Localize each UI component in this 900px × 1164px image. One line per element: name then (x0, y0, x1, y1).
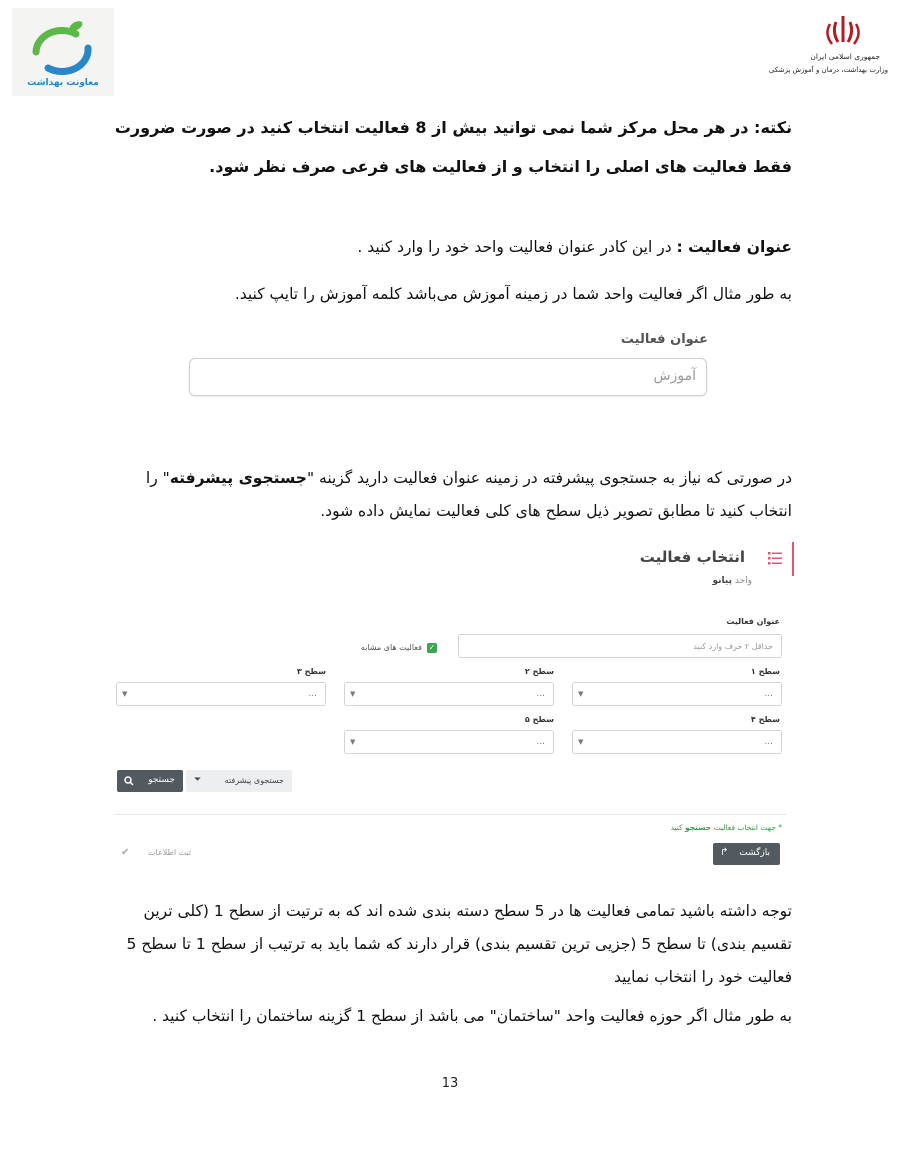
page-number: 13 (441, 1076, 459, 1091)
ministry-logo-line2: وزارت بهداشت، درمان و آموزش پزشکی (768, 66, 888, 74)
level-5-select[interactable] (344, 730, 554, 754)
levels-paragraph: توجه داشته باشید تمامی فعالیت ها در 5 سطح دسته بندی شده اند که به ترتیت از سطح 1 (کلی ترین تقسیم بندی) تا سطح 5 (جزیی ترین تقسیم بندی) قرار دارند که شما باید به ترتیب از سطح 1 تا سطح 5 فعالیت خود را انتخاب نمایید (126, 902, 792, 986)
level-2-select[interactable] (344, 682, 554, 706)
activity-title-paragraph (108, 238, 792, 256)
level-3-select[interactable] (116, 682, 326, 706)
select-hint-prefix: * جهت انتخاب فعالیت (713, 823, 782, 832)
level-1-value: ... (764, 689, 773, 699)
ministry-logo (768, 12, 888, 82)
submit-info-button[interactable]: ثبت اطلاعات (148, 848, 192, 857)
select-hint-bold: جستجو (685, 823, 712, 832)
advanced-search-button[interactable] (186, 770, 292, 792)
example-paragraph: به طور مثال اگر فعالیت واحد شما در زمینه آموزش می‌باشد کلمه آموزش را تایپ کنید. (234, 285, 792, 303)
iran-emblem-icon (798, 12, 888, 52)
note-label: نکته (760, 118, 792, 137)
note-text: : در هر محل مرکز شما نمی توانید بیش از 8 فعالیت انتخاب کنید در صورت ضرورت فقط فعالیت های اصلی را انتخاب و از فعالیت های فرعی صرف نظر شود. (114, 118, 792, 176)
search-icon (124, 776, 134, 786)
level-2-label: سطح ۲ (524, 667, 554, 676)
back-button[interactable] (713, 843, 780, 865)
health-deputy-logo (12, 8, 114, 96)
health-deputy-logo-text: معاونت بهداشت (27, 78, 99, 88)
level-5-label: سطح ۵ (524, 715, 554, 724)
level-3-label: سطح ۳ (296, 667, 326, 676)
select-hint (671, 823, 782, 832)
building-example-paragraph: به طور مثال اگر حوزه فعالیت واحد "ساختمان" می باشد از سطح 1 گزینه ساختمان را انتخاب کنید . (152, 1007, 792, 1025)
check-icon: ✔ (121, 847, 130, 858)
level-4-label: سطح ۴ (750, 715, 780, 724)
unit-value: پیانو (712, 576, 732, 586)
advanced-text-bold: جستجوی پیشرفته (169, 469, 307, 487)
screenshot-activity-title-label: عنوان فعالیت (620, 332, 708, 347)
activity-title-text: در این کادر عنوان فعالیت واحد خود را وارد کنید . (357, 238, 677, 256)
select-hint-suffix: کنید (670, 823, 683, 832)
advanced-text-after: " را انتخاب کنید تا مطابق تصویر ذیل سطح های کلی فعالیت نمایش داده شود. (145, 469, 792, 520)
unit-line (713, 576, 752, 586)
advanced-text-before: در صورتی که نیاز به جستجوی پیشرفته در زمینه عنوان فعالیت دارید گزینه " (306, 469, 792, 487)
level-4-value: ... (764, 737, 773, 747)
activity-title-field-label: عنوان فعالیت (726, 617, 780, 626)
level-1-label: سطح ۱ (750, 667, 780, 676)
advanced-search-paragraph (108, 462, 792, 528)
select-activity-title: انتخاب فعالیت (639, 548, 745, 566)
similar-activities-checkbox[interactable]: ✓ (428, 643, 436, 652)
filter-icon: ⏷ (194, 775, 202, 785)
activity-selection-screenshot (110, 538, 800, 873)
chevron-down-icon: ▼ (350, 690, 356, 698)
screenshot-activity-title-value: آموزش (653, 368, 696, 384)
level-2-value: ... (536, 689, 545, 699)
activity-title-label: عنوان فعالیت : (676, 238, 792, 256)
chevron-down-icon: ▼ (578, 738, 584, 746)
similar-activities-label: فعالیت های مشابه (360, 643, 422, 652)
activity-title-placeholder: حداقل ۲ حرف وارد کنید (693, 642, 773, 651)
search-button[interactable] (117, 770, 183, 792)
note-paragraph (108, 108, 792, 186)
activity-title-search-input[interactable] (458, 634, 782, 658)
ministry-logo-line1: جمهوری اسلامی ایران (810, 52, 880, 61)
unit-label: واحد (734, 576, 752, 586)
divider (114, 814, 786, 815)
level-1-select[interactable] (572, 682, 782, 706)
accent-line (792, 542, 794, 576)
back-button-label: بازگشت (739, 848, 770, 858)
list-icon (768, 551, 782, 565)
level-3-value: ... (308, 689, 317, 699)
share-arrow-icon: ↱ (720, 847, 729, 858)
level-4-select[interactable] (572, 730, 782, 754)
chevron-down-icon: ▼ (122, 690, 128, 698)
screenshot-activity-title-input[interactable] (189, 358, 707, 396)
advanced-search-label: جستجوی پیشرفته (224, 776, 284, 785)
level-5-value: ... (536, 737, 545, 747)
chevron-down-icon: ▼ (578, 690, 584, 698)
chevron-down-icon: ▼ (350, 738, 356, 746)
search-button-label: جستجو (148, 775, 175, 785)
